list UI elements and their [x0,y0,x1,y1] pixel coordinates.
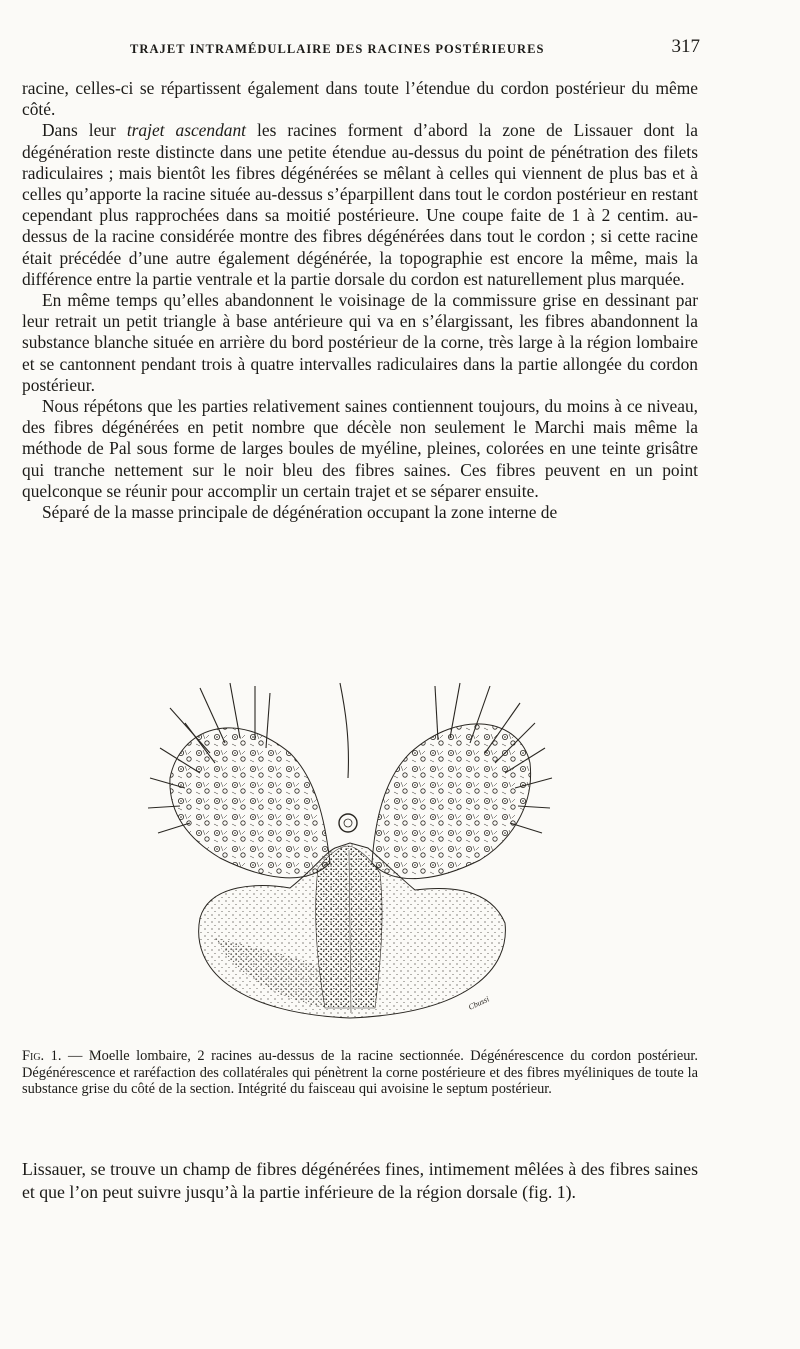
figure-caption-text: — Moelle lombaire, 2 racines au-dessus de la racine sectionnée. Dégénérescence du cordon postérieur. Dégénérescence et raréfaction des collatérales qui pénètrent la corne postérieure et des fibres myéliniques de toute la substance grise du côté de la section. Intégrité du faisceau qui avoisine le septum postérieur. [22,1048,698,1098]
engraver-signature: Cbussi [467,994,491,1012]
running-title: TRAJET INTRAMÉDULLAIRE DES RACINES POSTÉRIEURES [130,42,545,56]
paragraph-2-rest: les racines forment d’abord la zone de Lissauer dont la dégénération reste distincte dans une petite étendue au-dessus du point de pénétration des filets radiculaires ; mais bientôt les fibres dégénérées se mêlant à celles qui viennent de plus bas et à celles qu’apporte la racine située au-dessus s’éparpillent dans tout le cordon postérieur en restant cependant plus rapprochées dans sa moitié postérieure. Une coupe faite de 1 à 2 centim. au-dessus de la racine considérée montre des fibres dégénérées dans tout le cordon ; si cette racine était précédée d’une autre également dégénérée, la topographie est encore la même, mais la différence entre la partie ventrale et la partie dorsale du cordon est naturellement plus marquée. [22,120,698,289]
bottom-text [22,1158,698,1204]
figure-spinal-cord-section [140,668,560,1040]
figure-label: Fig. 1. [22,1048,62,1064]
paragraph-1: racine, celles-ci se répartissent également dans toute l’étendue du cordon postérieur du même côté. [22,78,698,120]
figure-caption [22,1048,698,1098]
paragraph-2-start: Dans leur [42,120,127,141]
paragraph-2 [22,120,698,290]
gray-matter-right-horn [372,724,531,879]
paragraph-3: En même temps qu’elles abandonnent le voisinage de la commissure grise en dessinant par leur retrait un petit triangle à base antérieure qui va en s’élargissant, les fibres abandonnent la substance blanche située en arrière du bord postérieur de la corne, très large à la région lombaire et se cantonnent pendant trois à quatre intervalles radiculaires dans la partie allongée du cordon postérieur. [22,290,698,395]
gray-matter-left-horn [170,728,330,878]
paragraph-4: Nous répétons que les parties relativement saines contiennent toujours, du moins à ce niveau, des fibres dégénérées en petit nombre que décèle non seulement le Marchi mais même la méthode de Pal sous forme de larges boules de myéline, pleines, colorées en une teinte grisâtre qui tranche nettement sur le noir bleu des fibres saines. Ces fibres peuvent en un point quelconque se réunir pour accomplir un certain trajet et se séparer ensuite. [22,396,698,501]
paragraph-2-emphasis: trajet ascendant [126,120,247,141]
central-canal [339,814,357,832]
running-header [22,36,700,60]
spinal-cord-illustration [140,668,560,1040]
paragraph-5: Séparé de la masse principale de dégénération occupant la zone interne de [42,502,558,523]
paragraph-6: Lissauer, se trouve un champ de fibres dégénérées fines, intimement mêlées à des fibres saines et que l’on peut suivre jusqu’à la partie inférieure de la région dorsale (fig. 1). [22,1159,698,1202]
body-text [22,78,698,523]
page-number: 317 [671,36,700,57]
